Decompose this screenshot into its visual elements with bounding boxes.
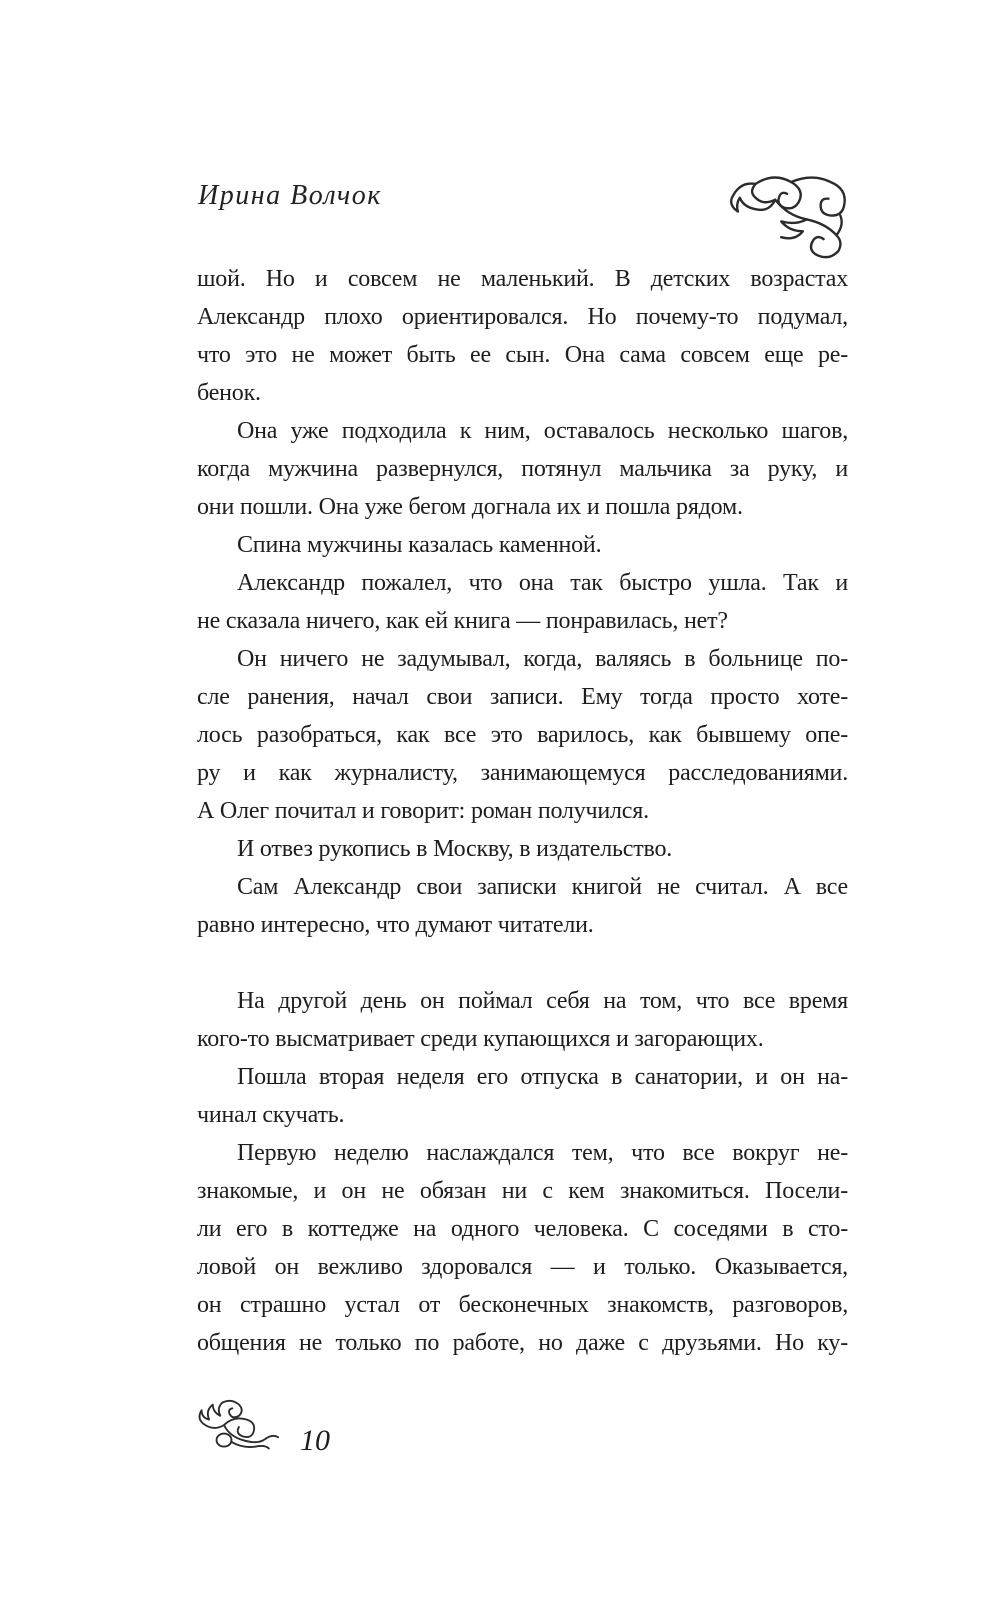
running-head-author: Ирина Волчок bbox=[198, 180, 382, 211]
text-line: бенок. bbox=[197, 380, 261, 406]
text-line: А Олег почитал и говорит: роман получился. bbox=[197, 798, 649, 824]
text-line: общения не только по работе, но даже с друзьями. Но ку- bbox=[197, 1330, 848, 1356]
text-line: сле ранения, начал свои записи. Ему тогда просто хоте- bbox=[197, 684, 848, 710]
text-line: когда мужчина развернулся, потянул мальчика за руку, и bbox=[197, 456, 848, 482]
leaf-flourish-icon bbox=[196, 1396, 280, 1458]
section-break bbox=[197, 944, 848, 982]
scroll-flourish-icon bbox=[726, 168, 864, 262]
text-line: кого-то высматривает среди купающихся и загорающих. bbox=[197, 1026, 764, 1052]
text-line: На другой день он поймал себя на том, что все время bbox=[237, 988, 848, 1014]
text-line: Спина мужчины казалась каменной. bbox=[237, 532, 602, 558]
text-line: Он ничего не задумывал, когда, валяясь в больнице по- bbox=[237, 646, 848, 672]
text-line: не сказала ничего, как ей книга — понравилась, нет? bbox=[197, 608, 728, 634]
page-number: 10 bbox=[300, 1424, 330, 1457]
text-line: Она уже подходила к ним, оставалось несколько шагов, bbox=[237, 418, 848, 444]
text-line: что это не может быть ее сын. Она сама совсем еще ре- bbox=[197, 342, 848, 368]
text-line: Александр плохо ориентировался. Но почему-то подумал, bbox=[197, 304, 848, 330]
text-line: ли его в коттедже на одного человека. С соседями в сто- bbox=[197, 1216, 848, 1242]
text-line: знакомые, и он не обязан ни с кем знакомиться. Посели- bbox=[197, 1178, 848, 1204]
text-line: Первую неделю наслаждался тем, что все вокруг не- bbox=[237, 1140, 848, 1166]
text-line: лось разобраться, как все это варилось, как бывшему опе- bbox=[197, 722, 848, 748]
text-line: равно интересно, что думают читатели. bbox=[197, 912, 594, 938]
text-line: Сам Александр свои записки книгой не считал. А все bbox=[237, 874, 848, 900]
text-line: ловой он вежливо здоровался — и только. Оказывается, bbox=[197, 1254, 848, 1280]
text-line: ру и как журналисту, занимающемуся расследованиями. bbox=[197, 760, 848, 786]
text-line: Александр пожалел, что она так быстро ушла. Так и bbox=[237, 570, 848, 596]
body-text bbox=[197, 260, 848, 1362]
text-line: И отвез рукопись в Москву, в издательство. bbox=[237, 836, 673, 862]
text-line: они пошли. Она уже бегом догнала их и пошла рядом. bbox=[197, 494, 743, 520]
text-line: он страшно устал от бесконечных знакомств, разговоров, bbox=[197, 1292, 848, 1318]
text-line: шой. Но и совсем не маленький. В детских возрастах bbox=[197, 266, 848, 292]
text-line: Пошла вторая неделя его отпуска в санатории, и он на- bbox=[237, 1064, 848, 1090]
text-line: чинал скучать. bbox=[197, 1102, 345, 1128]
page-footer bbox=[196, 1396, 330, 1458]
